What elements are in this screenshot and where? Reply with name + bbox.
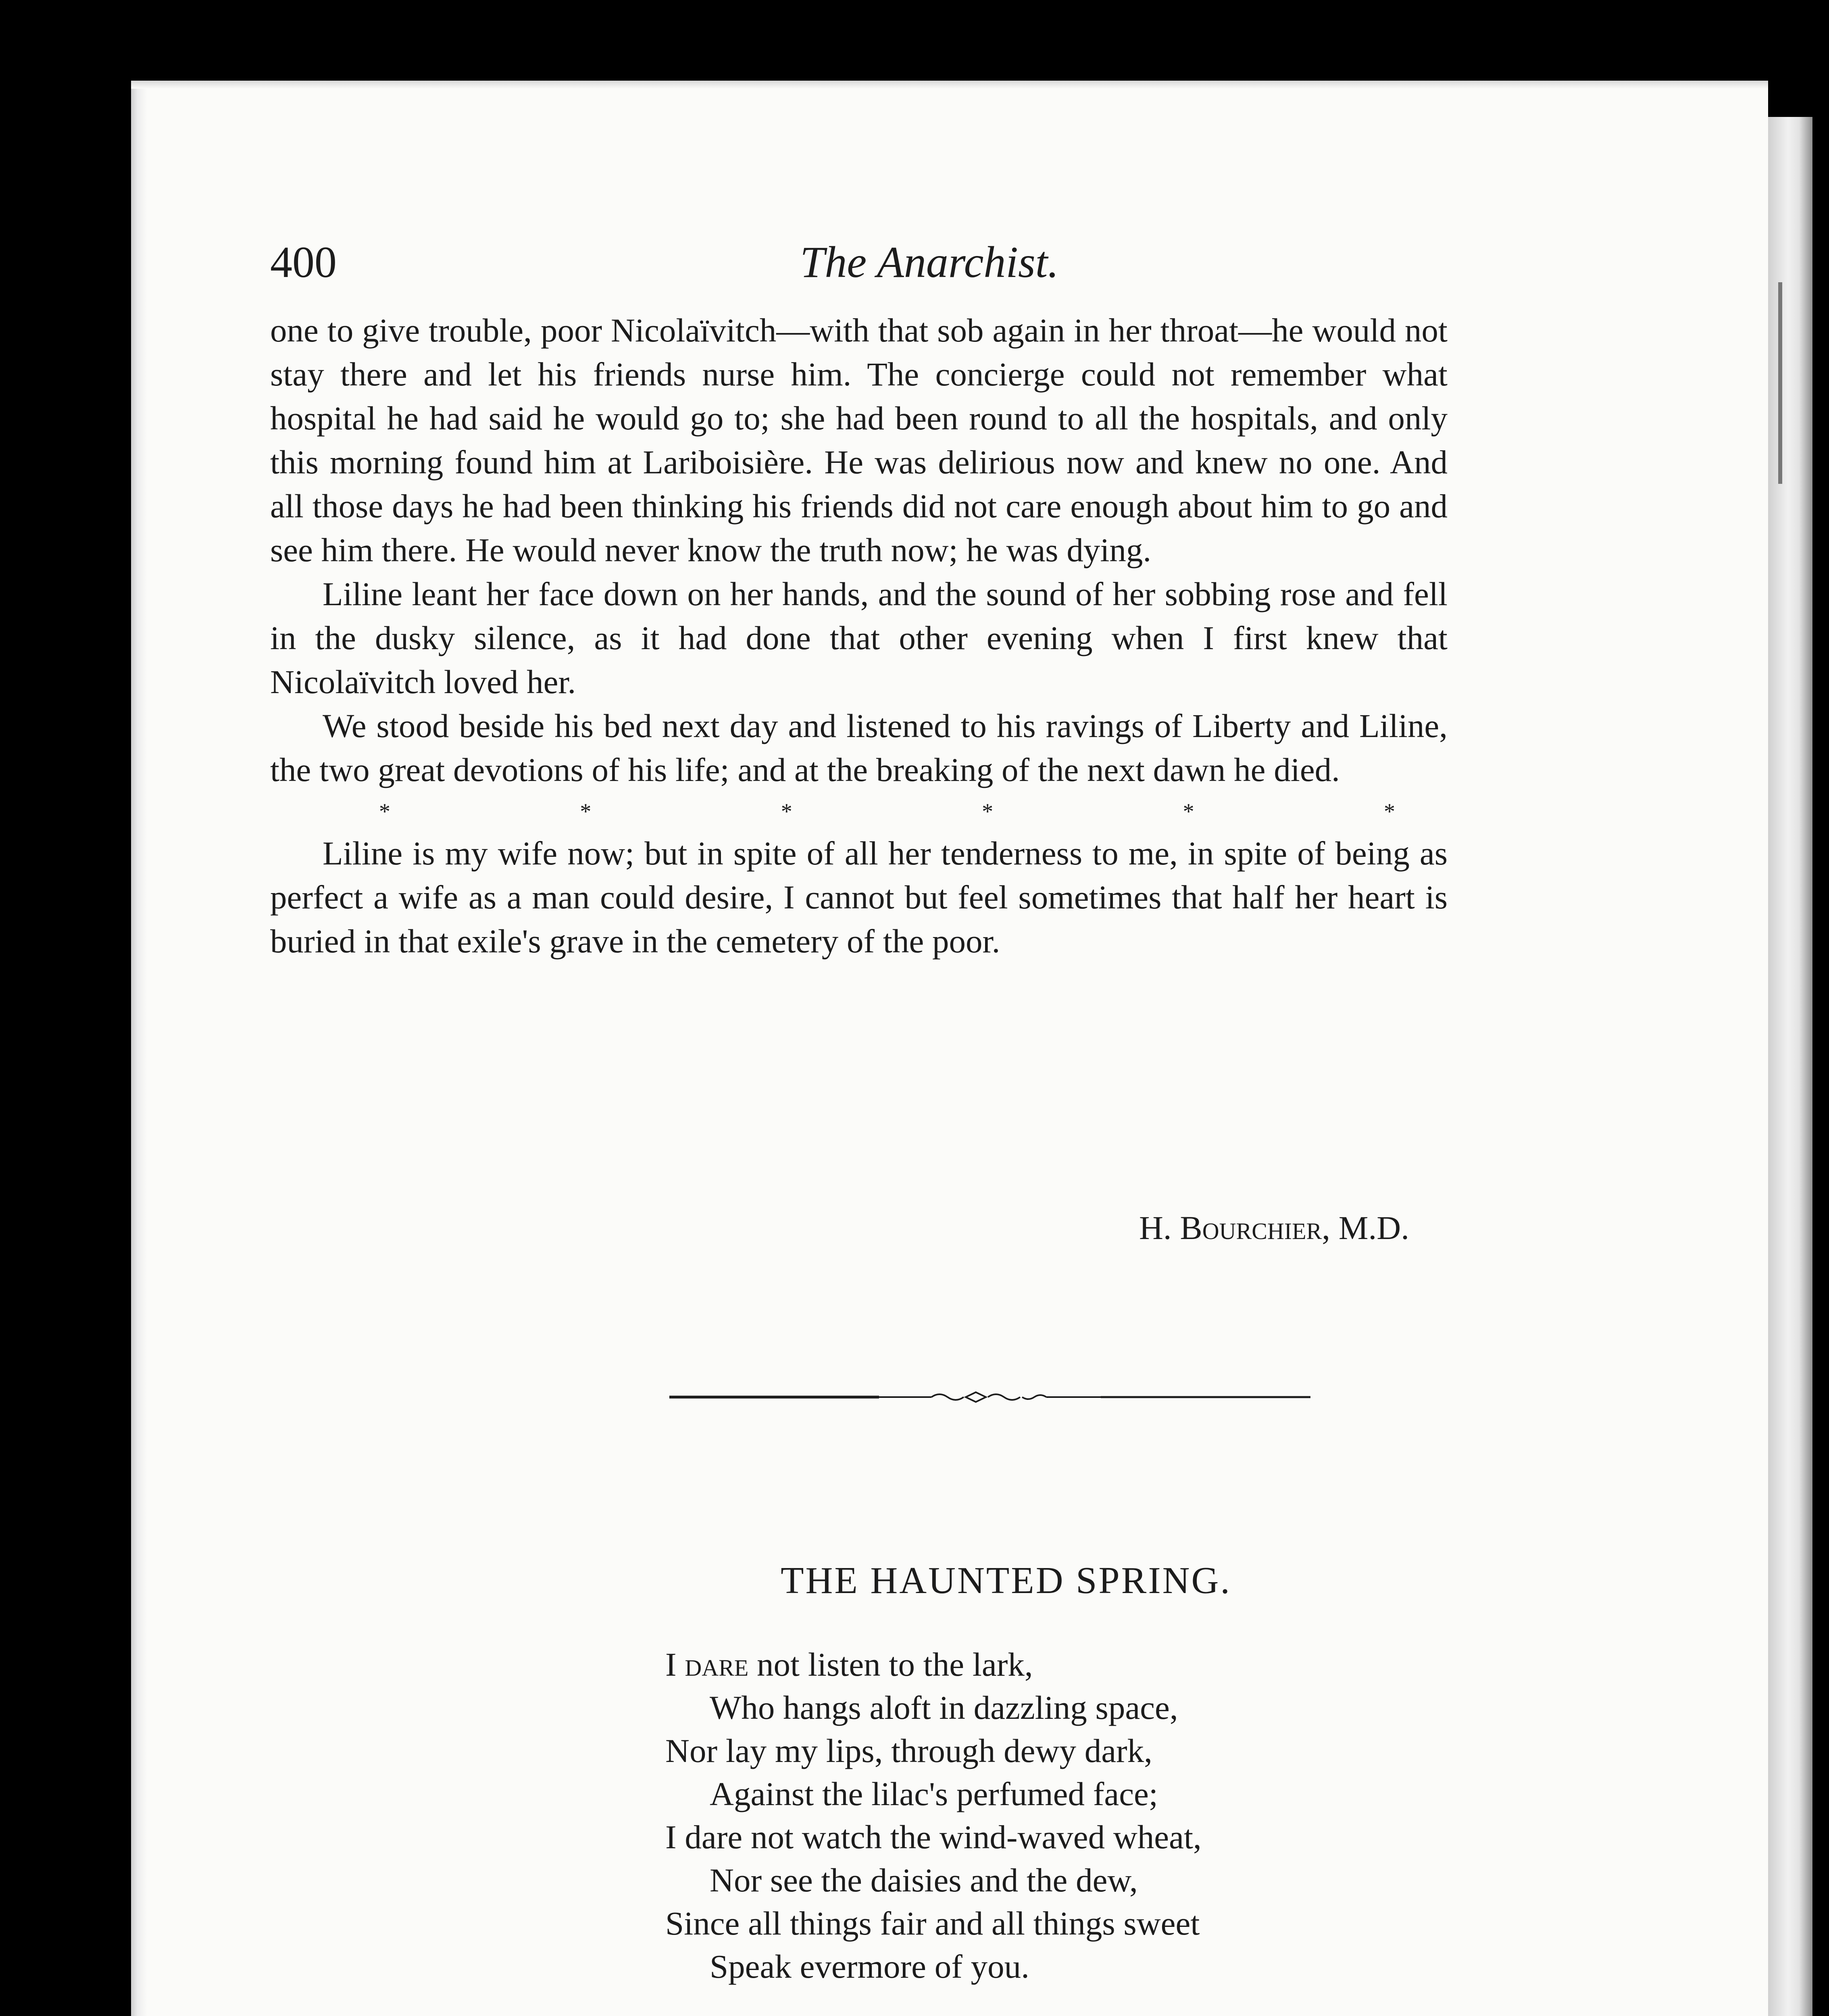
section-break-asterisks (270, 792, 1448, 831)
poem-first-initial: I (665, 1646, 685, 1683)
story-text (270, 308, 1448, 963)
asterisk: * (1383, 799, 1395, 824)
asterisk: * (379, 799, 390, 824)
asterisk: * (1183, 799, 1194, 824)
poem-stanza (665, 1643, 1492, 1988)
page-number: 400 (270, 237, 337, 287)
page-shadow-left (131, 81, 147, 2016)
asterisk: * (982, 799, 994, 824)
story-author-surname: Bourchier (1180, 1209, 1322, 1246)
facing-page-edge (1768, 117, 1812, 2016)
poem-line: Who hangs aloft in dazzling space, (710, 1689, 1178, 1726)
poem-line: I dare not watch the wind-waved wheat, (665, 1818, 1202, 1856)
story-closing-paragraph: Liline is my wife now; but in spite of all her tenderness to me, in spite of being as perfect a wife as a man could desire, I cannot but feel sometimes that half her heart is buried in that exile's grave in the cemetery of the poor. (270, 835, 1448, 960)
page-shadow-top (131, 81, 1768, 89)
poem-line: Nor lay my lips, through dewy dark, (665, 1732, 1152, 1769)
poem-line: Nor see the daisies and the dew, (710, 1862, 1138, 1899)
facing-page-gutter-line (1778, 282, 1782, 484)
running-head (270, 230, 1589, 294)
poem-title: THE HAUNTED SPRING. (781, 1560, 1231, 1602)
poem-line: Since all things fair and all things sweet (665, 1905, 1200, 1942)
asterisk: * (781, 799, 792, 824)
asterisk: * (580, 799, 592, 824)
story-paragraph: one to give trouble, poor Nicolaïvitch—with that sob again in her throat—he would not stay there and let his friends nurse him. The concierge could not remember what hospital he had said he would go to; she had been round to all the hospitals, and only this morning found him at Lariboisière. He was delirious now and knew no one. And all those days he had been thinking his friends did not care enough about him to go and see him there. He would never know the truth now; he was dying. (270, 312, 1448, 569)
story-author-suffix: , M.D. (1322, 1209, 1409, 1246)
running-title: The Anarchist. (800, 237, 1059, 287)
poem-first-line-rest: not listen to the lark, (748, 1646, 1033, 1683)
story-author-initial: H. (1139, 1209, 1172, 1246)
poem-line (665, 1643, 1492, 1686)
poem-body (665, 1643, 1492, 2016)
poem-first-word: dare (685, 1646, 749, 1683)
story-paragraph: Liline leant her face down on her hands, and the sound of her sobbing rose and fell in the dusky silence, as it had done that other evening when I first knew that Nicolaïvitch loved her. (270, 575, 1448, 700)
story-paragraph: We stood beside his bed next day and listened to his ravings of Liberty and Liline, the two great devotions of his life; and at the breaking of the next dawn he died. (270, 707, 1448, 788)
poem-line: Speak evermore of you. (710, 1948, 1029, 1985)
ornamental-divider (669, 1385, 1310, 1409)
story-author-signature (270, 1206, 1409, 1250)
poem-line: Against the lilac's perfumed face; (710, 1775, 1158, 1812)
